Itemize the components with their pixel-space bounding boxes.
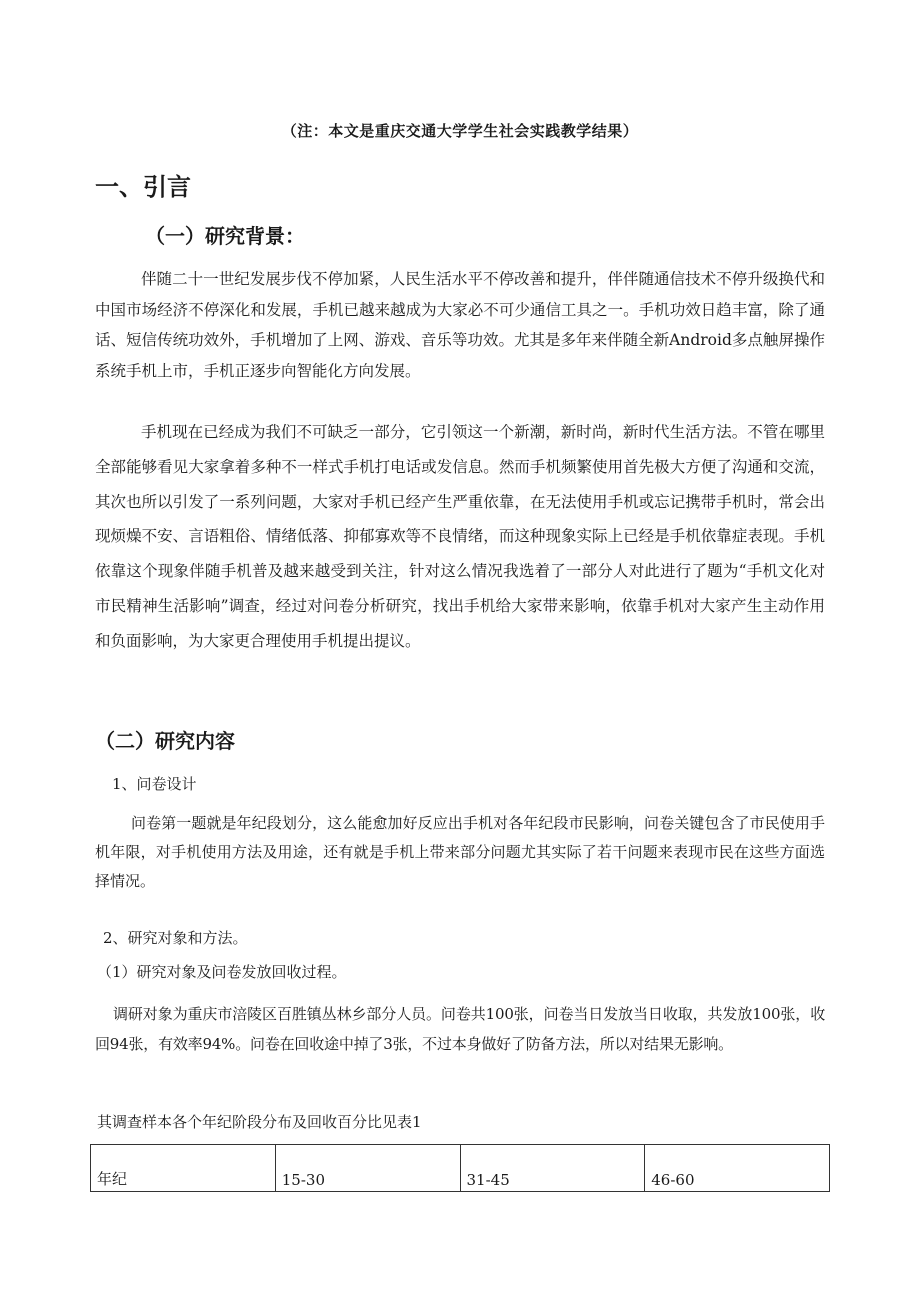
table-cell-31-45: 31-45 [460, 1145, 645, 1192]
table-caption: 其调查样本各个年纪阶段分布及回收百分比见表1 [97, 1113, 422, 1131]
background-paragraph-2: 手机现在已经成为我们不可缺乏一部分，它引领这一个新潮，新时尚，新时代生活方法。不管在哪里全部能够看见大家拿着多种不一样式手机打电话或发信息。然而手机频繁使用首先极大方便了沟通和交流，其次也所以引发了一系列问题，大家对手机已经产生严重依靠，在无法使用手机或忘记携带手机时，常会出现烦燥不安、言语粗俗、情绪低落、抑郁寡欢等不良情绪，而这种现象实际上已经是手机依靠症表现。手机依靠这个现象伴随手机普及越来越受到关注，针对这么情况我选着了一部分人对此进行了题为“手机文化对市民精神生活影响”调查，经过对问卷分析研究，找出手机给大家带来影响，依靠手机对大家产生主动作用和负面影响，为大家更合理使用手机提出提议。 [95, 423, 825, 650]
subsection-heading-content: （二）研究内容 [95, 729, 235, 753]
author-note: （注：本文是重庆交通大学学生社会实践教学结果） [281, 122, 639, 140]
age-distribution-table [90, 1144, 830, 1192]
questionnaire-paragraph: 问卷第一题就是年纪段划分，这么能愈加好反应出手机对各年纪段市民影响，问卷关键包含了市民使用手机年限，对手机使用方法及用途，还有就是手机上带来部分问题尤其实际了若干问题来表现市民在这些方面选择情况。 [95, 814, 825, 890]
subsection-heading-background: （一）研究背景： [145, 224, 305, 248]
table-cell-15-30: 15-30 [275, 1145, 460, 1192]
section-heading-introduction: 一、引言 [95, 173, 191, 201]
item-questionnaire-design: 1、问卷设计 [112, 775, 197, 793]
item-subjects-distribution: （1）研究对象及问卷发放回收过程。 [97, 963, 347, 981]
background-paragraph-1: 伴随二十一世纪发展步伐不停加紧，人民生活水平不停改善和提升，伴伴随通信技术不停升级换代和中国市场经济不停深化和发展，手机已越来越成为大家必不可少通信工具之一。手机功效日趋丰富，除了通话、短信传统功效外，手机增加了上网、游戏、音乐等功效。尤其是多年来伴随全新Android多点触屏操作系统手机上市，手机正逐步向智能化方向发展。 [95, 270, 825, 380]
table-cell-46-60: 46-60 [645, 1145, 830, 1192]
table-cell-age-label: 年纪 [91, 1145, 276, 1192]
table-row [91, 1145, 830, 1192]
subjects-paragraph: 调研对象为重庆市涪陵区百胜镇丛林乡部分人员。问卷共100张，问卷当日发放当日收取，共发放100张，收回94张，有效率94%。问卷在回收途中掉了3张，不过本身做好了防备方法，所以对结果无影响。 [95, 1005, 825, 1053]
item-research-subjects-methods: 2、研究对象和方法。 [103, 929, 248, 947]
